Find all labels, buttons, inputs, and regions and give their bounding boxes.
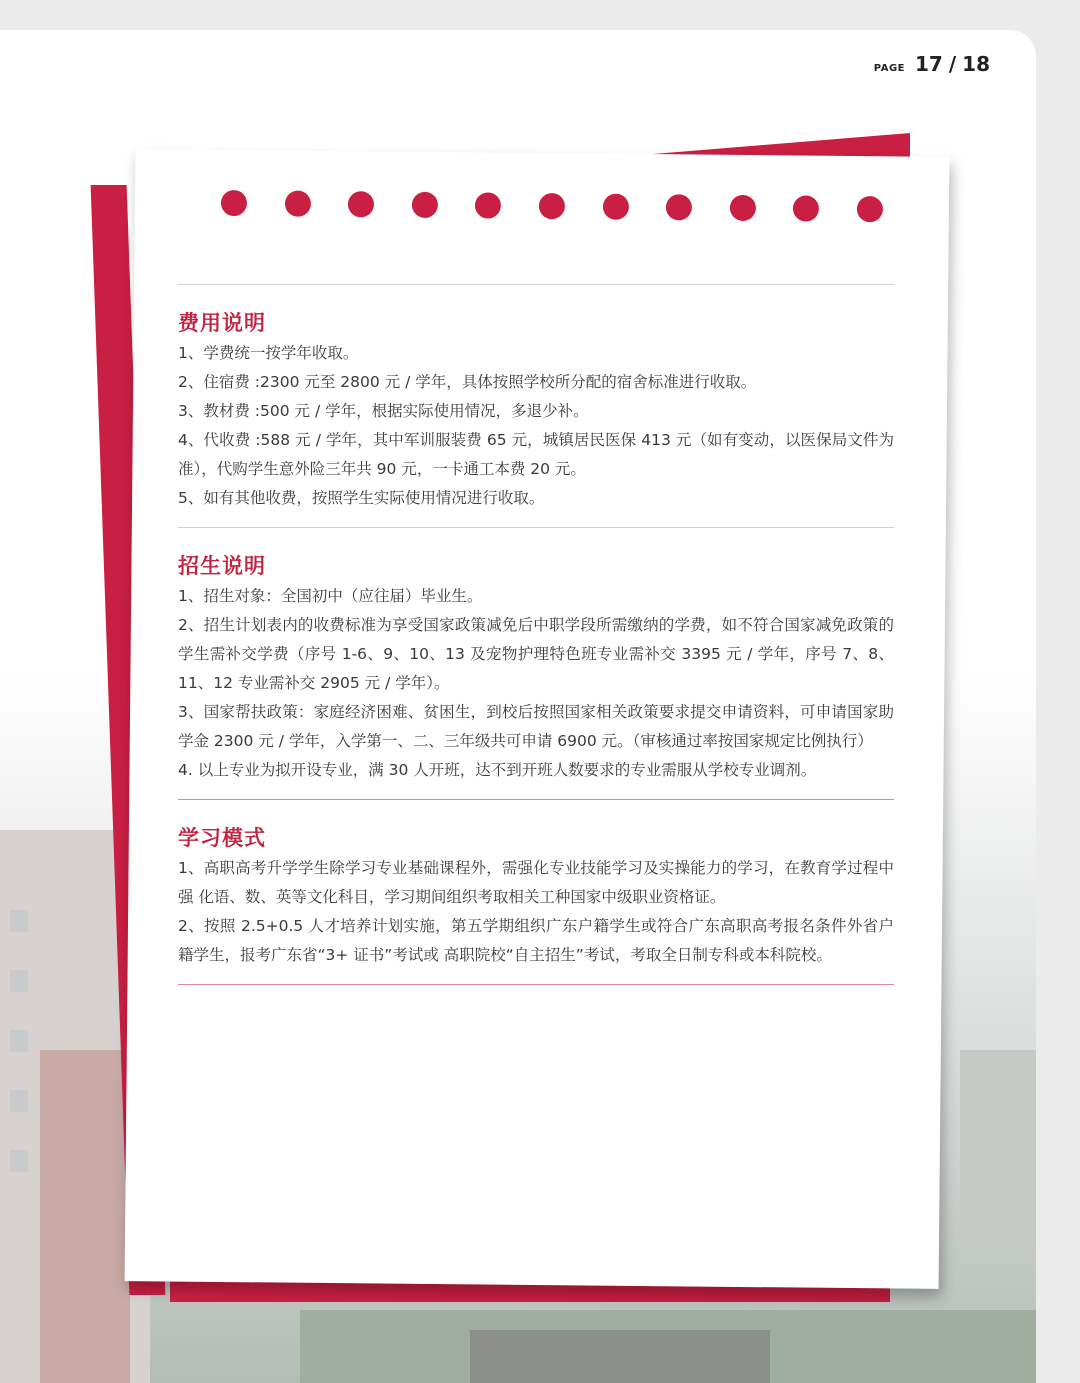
divider bbox=[178, 527, 894, 528]
building-right bbox=[960, 1050, 1036, 1250]
building-left-red bbox=[40, 1050, 130, 1383]
section-enrollment bbox=[178, 550, 894, 785]
fees-line-2: 2、住宿费 :2300 元至 2800 元 / 学年，具体按照学校所分配的宿舍标准进行收取。 bbox=[178, 373, 757, 391]
fees-line-3: 3、教材费 :500 元 / 学年，根据实际使用情况，多退少补。 bbox=[178, 402, 589, 420]
study-line-2: 2、按照 2.5+0.5 人才培养计划实施，第五学期组织广东户籍学生或符合广东高职高考报名条件外省户籍学生，报考广东省“3+ 证书”考试或 高职院校“自主招生”考试，考取全日制专科或本科院校。 bbox=[178, 917, 894, 964]
binding-hole bbox=[602, 194, 628, 220]
fees-line-5: 5、如有其他收费，按照学生实际使用情况进行收取。 bbox=[178, 489, 545, 507]
divider bbox=[178, 984, 894, 985]
enrollment-line-4: 4. 以上专业为拟开设专业，满 30 人开班，达不到开班人数要求的专业需服从学校专业调剂。 bbox=[178, 761, 817, 779]
section-title: 学习模式 bbox=[178, 826, 266, 850]
section-title: 招生说明 bbox=[178, 554, 266, 578]
fees-line-4: 4、代收费 :588 元 / 学年，其中军训服装费 65 元，城镇居民医保 413 元（如有变动，以医保局文件为准），代购学生意外险三年共 90 元，一卡通工本费 20 元。 bbox=[178, 431, 894, 478]
binding-hole bbox=[730, 195, 756, 221]
page-total: 18 bbox=[962, 52, 990, 76]
enrollment-line-1: 1、招生对象：全国初中（应往届）毕业生。 bbox=[178, 587, 483, 605]
page-current: 17 bbox=[915, 52, 943, 76]
section-study-mode bbox=[178, 822, 894, 970]
page-label: PAGE bbox=[873, 63, 905, 74]
binding-hole bbox=[221, 190, 247, 216]
building-window bbox=[10, 1150, 28, 1172]
building-window bbox=[10, 910, 28, 932]
section-fees bbox=[178, 307, 894, 513]
binding-holes bbox=[221, 190, 883, 222]
building-window bbox=[10, 1030, 28, 1052]
section-title: 费用说明 bbox=[178, 311, 266, 335]
building-window bbox=[10, 1090, 28, 1112]
binding-hole bbox=[348, 191, 374, 217]
study-line-1: 1、高职高考升学学生除学习专业基础课程外，需强化专业技能学习及实操能力的学习，在教育学过程中强 化语、数、英等文化科目，学习期间组织考取相关工种国家中级职业资格证。 bbox=[178, 859, 894, 906]
binding-hole bbox=[793, 195, 819, 221]
enrollment-line-3: 3、国家帮扶政策：家庭经济困难、贫困生，到校后按照国家相关政策要求提交申请资料，可申请国家助学金 2300 元 / 学年，入学第一、二、三年级共可申请 6900 元。（审核通过率按国家规定比例执行） bbox=[178, 703, 894, 750]
fees-line-1: 1、学费统一按学年收取。 bbox=[178, 344, 359, 362]
binding-hole bbox=[857, 196, 883, 222]
road bbox=[470, 1330, 770, 1383]
divider bbox=[178, 284, 894, 285]
binding-hole bbox=[539, 193, 565, 219]
page-separator: / bbox=[948, 52, 957, 76]
content-area bbox=[178, 284, 894, 985]
binding-hole bbox=[412, 192, 438, 218]
page-number bbox=[874, 52, 990, 76]
binding-hole bbox=[475, 192, 501, 218]
building-window bbox=[10, 970, 28, 992]
divider bbox=[178, 799, 894, 800]
binding-hole bbox=[666, 194, 692, 220]
enrollment-line-2: 2、招生计划表内的收费标准为享受国家政策减免后中职学段所需缴纳的学费，如不符合国家减免政策的学生需补交学费（序号 1-6、9、10、13 及宠物护理特色班专业需补交 3395 元 / 学年，序号 7、8、11、12 专业需补交 2905 元 / 学年）。 bbox=[178, 616, 894, 692]
binding-hole bbox=[284, 191, 310, 217]
